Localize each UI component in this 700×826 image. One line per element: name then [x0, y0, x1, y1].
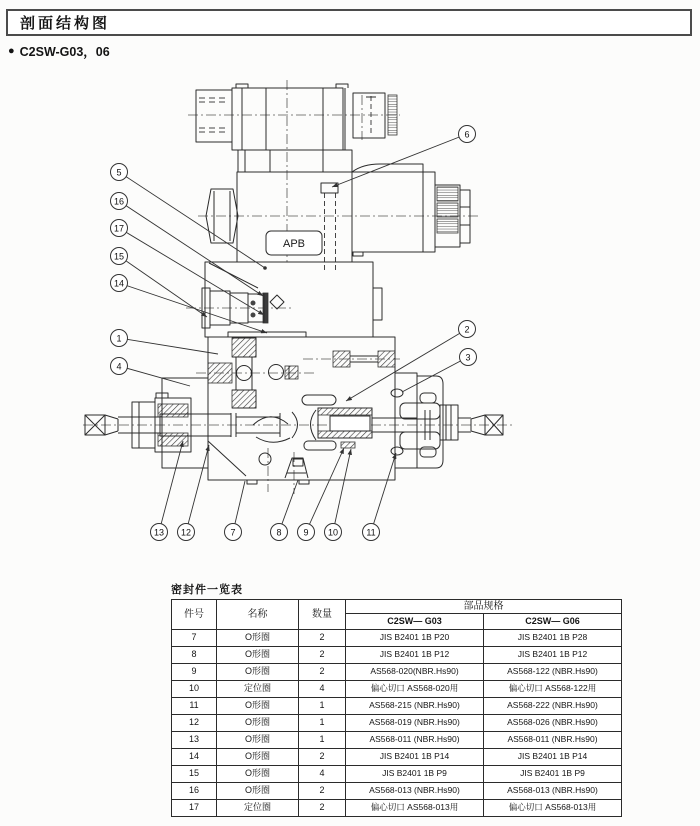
cell-no: 7	[172, 630, 217, 647]
table-row	[172, 647, 622, 664]
centerlines	[83, 80, 513, 494]
svg-text:11: 11	[366, 527, 376, 538]
leader-lines	[119, 134, 471, 532]
cell-no: 11	[172, 698, 217, 715]
svg-text:7: 7	[230, 527, 236, 538]
cell-g03: AS568-215 (NBR.Hs90)	[346, 698, 484, 715]
callout-11	[363, 524, 380, 541]
cell-no: 17	[172, 800, 217, 817]
cell-g06: AS568-122 (NBR.Hs90)	[484, 664, 622, 681]
table-row	[172, 681, 622, 698]
seal-parts-table	[171, 599, 622, 817]
cell-no: 13	[172, 732, 217, 749]
callout-1	[111, 330, 128, 347]
page-title: 剖面结构图	[20, 15, 111, 32]
cell-g06: 偏心切口 AS568-122用	[484, 681, 622, 698]
cell-g03: 偏心切口 AS568-020用	[346, 681, 484, 698]
cell-g03: JIS B2401 1B P9	[346, 766, 484, 783]
callout-13	[151, 524, 168, 541]
col-header-spec-group: 部品规格	[346, 600, 622, 614]
table-header	[172, 600, 622, 630]
table-row	[172, 800, 622, 817]
table-row	[172, 664, 622, 681]
cell-name: 定位圈	[217, 681, 299, 698]
cell-name: O形圈	[217, 630, 299, 647]
svg-text:9: 9	[303, 527, 309, 538]
cell-g03: JIS B2401 1B P20	[346, 630, 484, 647]
svg-text:8: 8	[276, 527, 282, 538]
bullet-icon: ●	[8, 45, 15, 57]
callout-14	[111, 275, 128, 292]
cell-qty: 2	[299, 664, 346, 681]
cell-g03: JIS B2401 1B P14	[346, 749, 484, 766]
svg-text:4: 4	[116, 361, 122, 372]
table-body	[172, 630, 622, 817]
callout-8	[271, 524, 288, 541]
svg-text:13: 13	[153, 527, 165, 538]
col-header-name: 名称	[217, 600, 299, 630]
col-header-g03: C2SW— G03	[346, 614, 484, 630]
cell-qty: 4	[299, 681, 346, 698]
col-header-qty: 数量	[299, 600, 346, 630]
callout-16	[111, 193, 128, 210]
callout-10	[325, 524, 342, 541]
cell-qty: 2	[299, 630, 346, 647]
svg-text:2: 2	[464, 324, 470, 335]
callout-balloons	[111, 126, 477, 541]
cell-no: 8	[172, 647, 217, 664]
cell-qty: 1	[299, 698, 346, 715]
cell-g03: 偏心切口 AS568-013用	[346, 800, 484, 817]
cell-name: O形圈	[217, 783, 299, 800]
table-row	[172, 783, 622, 800]
cell-g06: JIS B2401 1B P12	[484, 647, 622, 664]
svg-text:17: 17	[113, 223, 125, 234]
cell-g06: JIS B2401 1B P28	[484, 630, 622, 647]
apb-text: APB	[282, 238, 306, 250]
cell-g06: AS568-026 (NBR.Hs90)	[484, 715, 622, 732]
svg-text:3: 3	[465, 352, 471, 363]
cell-g03: JIS B2401 1B P12	[346, 647, 484, 664]
cell-g06: AS568-222 (NBR.Hs90)	[484, 698, 622, 715]
table-caption: 密封件一览表	[171, 584, 243, 596]
table-row	[172, 749, 622, 766]
col-header-g06: C2SW— G06	[484, 614, 622, 630]
callout-3	[460, 349, 477, 366]
cell-qty: 2	[299, 783, 346, 800]
cell-qty: 1	[299, 715, 346, 732]
cell-no: 12	[172, 715, 217, 732]
cell-no: 15	[172, 766, 217, 783]
cell-qty: 1	[299, 732, 346, 749]
port-label-apb	[266, 231, 322, 255]
cell-name: O形圈	[217, 715, 299, 732]
callout-7	[225, 524, 242, 541]
cell-g06: JIS B2401 1B P9	[484, 766, 622, 783]
table-row	[172, 732, 622, 749]
svg-text:15: 15	[113, 251, 125, 262]
cell-name: 定位圈	[217, 800, 299, 817]
callout-17	[111, 220, 128, 237]
cell-name: O形圈	[217, 732, 299, 749]
svg-text:14: 14	[113, 278, 125, 289]
callout-6	[459, 126, 476, 143]
table-row	[172, 715, 622, 732]
cell-name: O形圈	[217, 647, 299, 664]
cell-qty: 2	[299, 647, 346, 664]
svg-text:1: 1	[116, 333, 122, 344]
table-row	[172, 630, 622, 647]
callout-12	[178, 524, 195, 541]
cell-name: O形圈	[217, 698, 299, 715]
cell-no: 9	[172, 664, 217, 681]
cell-no: 10	[172, 681, 217, 698]
callout-2	[459, 321, 476, 338]
cell-g06: JIS B2401 1B P14	[484, 749, 622, 766]
cell-g03: AS568-011 (NBR.Hs90)	[346, 732, 484, 749]
svg-text:6: 6	[464, 129, 470, 140]
model-number: C2SW-G03，06	[19, 45, 110, 59]
callout-15	[111, 248, 128, 265]
cell-name: O形圈	[217, 749, 299, 766]
cell-g03: AS568-013 (NBR.Hs90)	[346, 783, 484, 800]
callout-5	[111, 164, 128, 181]
callout-9	[298, 524, 315, 541]
cell-qty: 4	[299, 766, 346, 783]
col-header-part-no: 件号	[172, 600, 217, 630]
cell-g06: AS568-013 (NBR.Hs90)	[484, 783, 622, 800]
cell-name: O形圈	[217, 766, 299, 783]
svg-text:12: 12	[180, 527, 192, 538]
cell-g03: AS568-019 (NBR.Hs90)	[346, 715, 484, 732]
cell-g03: AS568-020(NBR.Hs90)	[346, 664, 484, 681]
cell-qty: 2	[299, 749, 346, 766]
callout-4	[111, 358, 128, 375]
svg-text:5: 5	[116, 167, 122, 178]
cell-g06: AS568-011 (NBR.Hs90)	[484, 732, 622, 749]
cell-g06: 偏心切口 AS568-013用	[484, 800, 622, 817]
table-row	[172, 766, 622, 783]
cell-qty: 2	[299, 800, 346, 817]
cell-name: O形圈	[217, 664, 299, 681]
svg-text:16: 16	[113, 196, 125, 207]
table-row	[172, 698, 622, 715]
cell-no: 16	[172, 783, 217, 800]
svg-text:10: 10	[327, 527, 339, 538]
cell-no: 14	[172, 749, 217, 766]
